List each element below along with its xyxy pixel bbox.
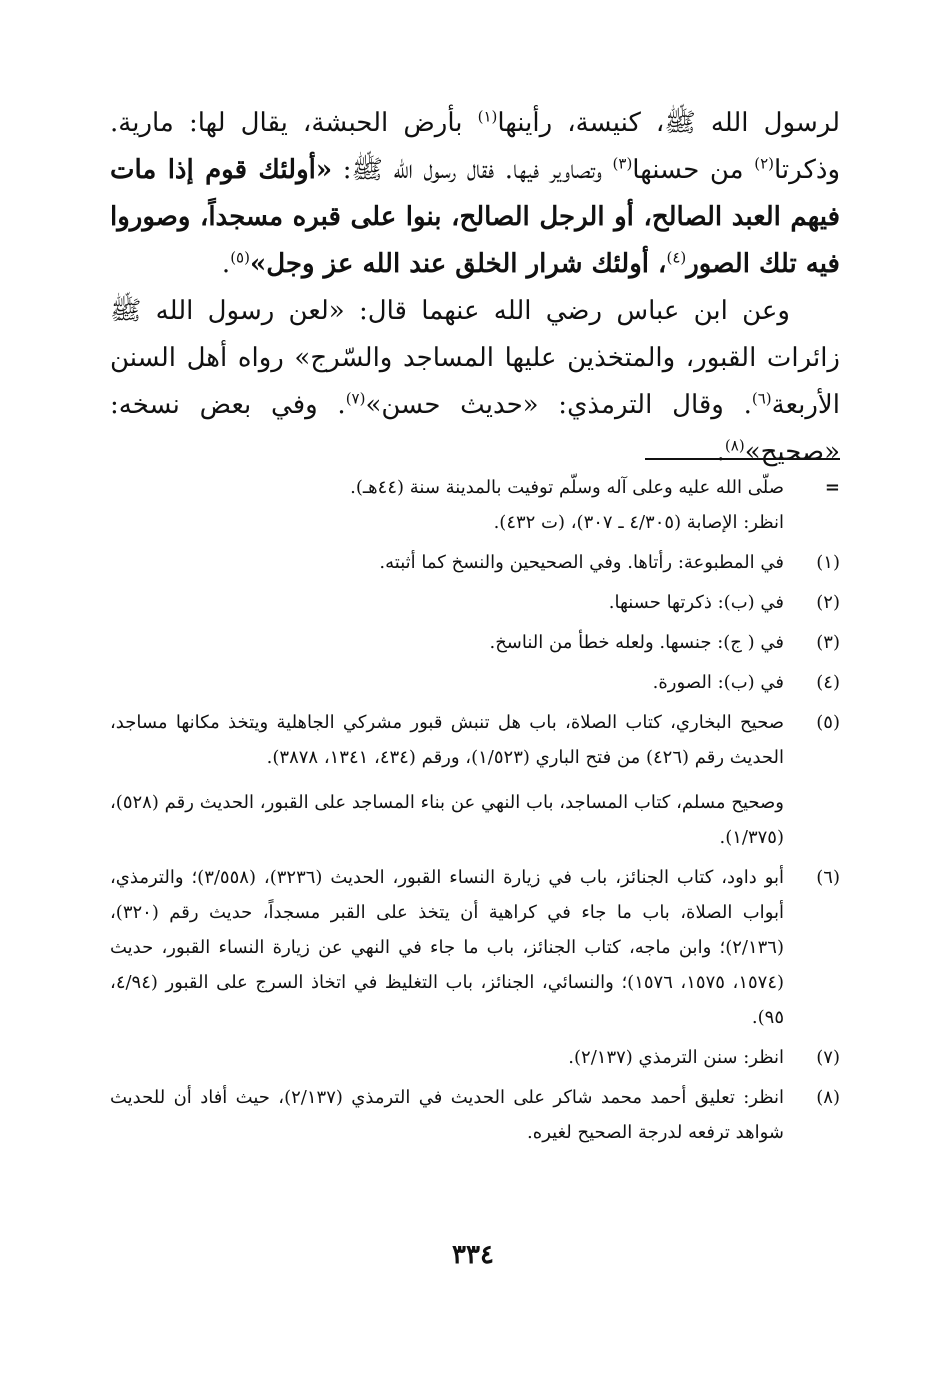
footnote-number: (١)	[816, 552, 840, 573]
footnote-text: انظر: سنن الترمذي (٢/١٣٧).	[568, 1047, 784, 1068]
footnote-text: أبو داود، كتاب الجنائز، باب في زيارة النساء القبور، الحديث (٣٢٣٦)، (٣/٥٥٨)؛ والترمذي، أبواب الصلاة، باب ما جاء في كراهية أن يتخذ على القبر مسجداً، حديث رقم (٣٢٠)، (٢/١٣٦)؛ وابن ماجه، كتاب الجنائز، باب ما جاء في النهي عن زيارة النساء القبور، حديث (١٥٧٤، ١٥٧٥، ١٥٧٦)؛ والنسائي، الجنائز، باب التغليظ في اتخاذ السرج على القبور (٤/٩٤، ٩٥).	[110, 867, 785, 1028]
footnote-text: صلّى الله عليه وعلى آله وسلّم توفيت بالمدينة سنة (٤٤هـ).	[350, 477, 784, 498]
footnote-7	[110, 1040, 840, 1075]
paragraph-2	[110, 288, 840, 476]
footnote-number: (٧)	[816, 1047, 840, 1068]
footnote-4	[110, 665, 840, 700]
text-run: وتصاوير فيها. فقال رسول الله ﷺ:	[332, 155, 613, 185]
hadith-quote: «أولئك قوم إذا مات فيهم العبد الصالح، أو الرجل الصالح، بنوا على قبره مسجداً، وصوروا فيه تلك الصور	[110, 155, 840, 279]
footnote-text: صحيح البخاري، كتاب الصلاة، باب هل تنبش قبور مشركي الجاهلية ويتخذ مكانها مساجد، الحديث رقم (٤٢٦) من فتح الباري (١/٥٢٣)، ورقم (٤٣٤، ١٣٤١، ٣٨٧٨).	[110, 712, 784, 768]
footnote-1	[110, 545, 840, 580]
main-text	[110, 100, 840, 476]
footnote-ref[interactable]: (٥)	[230, 248, 250, 267]
footnote-number: (٨)	[816, 1087, 840, 1108]
text-run: من حسنها	[632, 155, 755, 185]
footnote-text: في المطبوعة: رأتاها. وفي الصحيحين والنسخ كما أثبته.	[379, 552, 784, 573]
continuation-mark: =	[824, 477, 840, 498]
footnote-8	[110, 1080, 840, 1150]
footnote-number: (٢)	[816, 592, 840, 613]
text-run: وعن ابن عباس رضي الله عنهما قال: «لعن رسول الله ﷺ زائرات القبور، والمتخذين عليها المساجد والسّرج» رواه أهل السنن الأربعة	[110, 296, 840, 420]
footnote-ref[interactable]: (٤)	[666, 248, 687, 267]
text-run: .	[221, 249, 231, 279]
footnote-number: (٦)	[816, 867, 840, 888]
footnote-ref[interactable]: (١)	[477, 107, 498, 126]
footnote-number: (٤)	[816, 672, 840, 693]
text-run: بأرض الحبشة، يقال لها: مارية. وذكرتا	[110, 108, 840, 185]
footnote-continuation	[110, 470, 840, 540]
footnotes	[110, 470, 840, 1155]
footnote-number: (٣)	[816, 632, 840, 653]
paragraph-1	[110, 100, 840, 288]
footnote-ref[interactable]: (٨)	[724, 436, 745, 455]
footnote-ref[interactable]: (٣)	[612, 154, 633, 173]
footnote-ref[interactable]: (٦)	[751, 389, 772, 408]
footnote-2	[110, 585, 840, 620]
footnote-ref[interactable]: (٢)	[754, 154, 774, 173]
footnote-3	[110, 625, 840, 660]
footnote-ref[interactable]: (٧)	[345, 389, 366, 408]
footnote-text: في (ب): الصورة.	[652, 672, 784, 693]
footnote-5	[110, 705, 840, 855]
footnote-text: انظر: تعليق أحمد محمد شاكر على الحديث في الترمذي (٢/١٣٧)، حيث أفاد أن للحديث شواهد ترفعه لدرجة الصحيح لغيره.	[110, 1087, 784, 1143]
footnote-separator	[645, 458, 840, 460]
footnote-text: في (ب): ذكرتها حسنها.	[608, 592, 784, 613]
text-run: . وقال الترمذي: «حديث حسن»	[365, 390, 752, 420]
footnote-6	[110, 860, 840, 1035]
footnote-text: وصحيح مسلم، كتاب المساجد، باب النهي عن بناء المساجد على القبور، الحديث رقم (٥٢٨)، (١/٣٧٥).	[110, 792, 784, 848]
footnote-text: في ( ج): جنسها. ولعله خطأ من الناسخ.	[489, 632, 784, 653]
text-run: لرسول الله ﷺ، كنيسة، رأينها	[497, 108, 841, 138]
footnote-text: انظر: الإصابة (٤/٣٠٥ ـ ٣٠٧)، (ت ٤٣٢).	[493, 512, 784, 533]
text-run: . وفي بعض نسخه: «صحيح»	[110, 390, 840, 467]
hadith-quote: ، أولئك شرار الخلق عند الله عز وجل»	[249, 249, 667, 279]
text-run: .	[716, 437, 725, 467]
page-number: ٣٣٤	[452, 1240, 494, 1270]
footnote-number: (٥)	[816, 712, 840, 733]
